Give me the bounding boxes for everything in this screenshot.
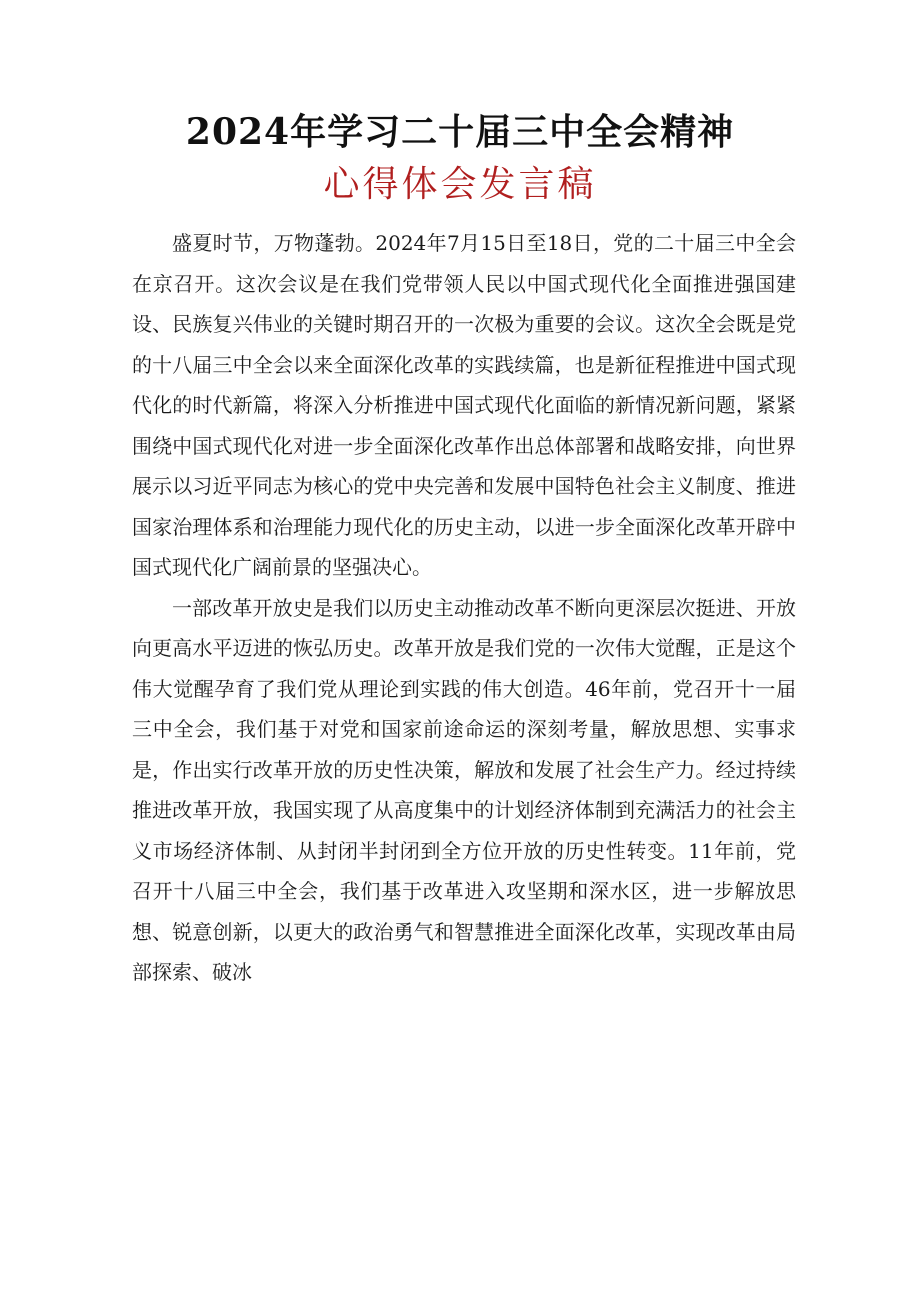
paragraph-2: 一部改革开放史是我们以历史主动推动改革不断向更深层次挺进、开放向更高水平迈进的恢弘历史。改革开放是我们党的一次伟大觉醒，正是这个伟大觉醒孕育了我们党从理论到实践的伟大创造。46年前，党召开十一届三中全会，我们基于对党和国家前途命运的深刻考量，解放思想、实事求是，作出实行改革开放的历史性决策，解放和发展了社会生产力。经过持续推进改革开放，我国实现了从高度集中的计划经济体制到充满活力的社会主义市场经济体制、从封闭半封闭到全方位开放的历史性转变。11年前，党召开十八届三中全会，我们基于改革进入攻坚期和深水区，进一步解放思想、锐意创新，以更大的政治勇气和智慧推进全面深化改革，实现改革由局部探索、破冰 xyxy=(132,595,796,984)
document-title: 2024年学习二十届三中全会精神 xyxy=(185,111,735,153)
paragraph-1: 盛夏时节，万物蓬勃。2024年7月15日至18日，党的二十届三中全会在京召开。这次会议是在我们党带领人民以中国式现代化全面推进强国建设、民族复兴伟业的关键时期召开的一次极为重要的会议。这次全会既是党的十八届三中全会以来全面深化改革的实践续篇，也是新征程推进中国式现代化的时代新篇，将深入分析推进中国式现代化面临的新情况新问题，紧紧围绕中国式现代化对进一步全面深化改革作出总体部署和战略安排，向世界展示以习近平同志为核心的党中央完善和发展中国特色社会主义制度、推进国家治理体系和治理能力现代化的历史主动，以进一步全面深化改革开辟中国式现代化广阔前景的坚强决心。 xyxy=(132,231,796,579)
document-subtitle: 心得体会发言稿 xyxy=(323,164,597,205)
document-body xyxy=(132,223,796,993)
